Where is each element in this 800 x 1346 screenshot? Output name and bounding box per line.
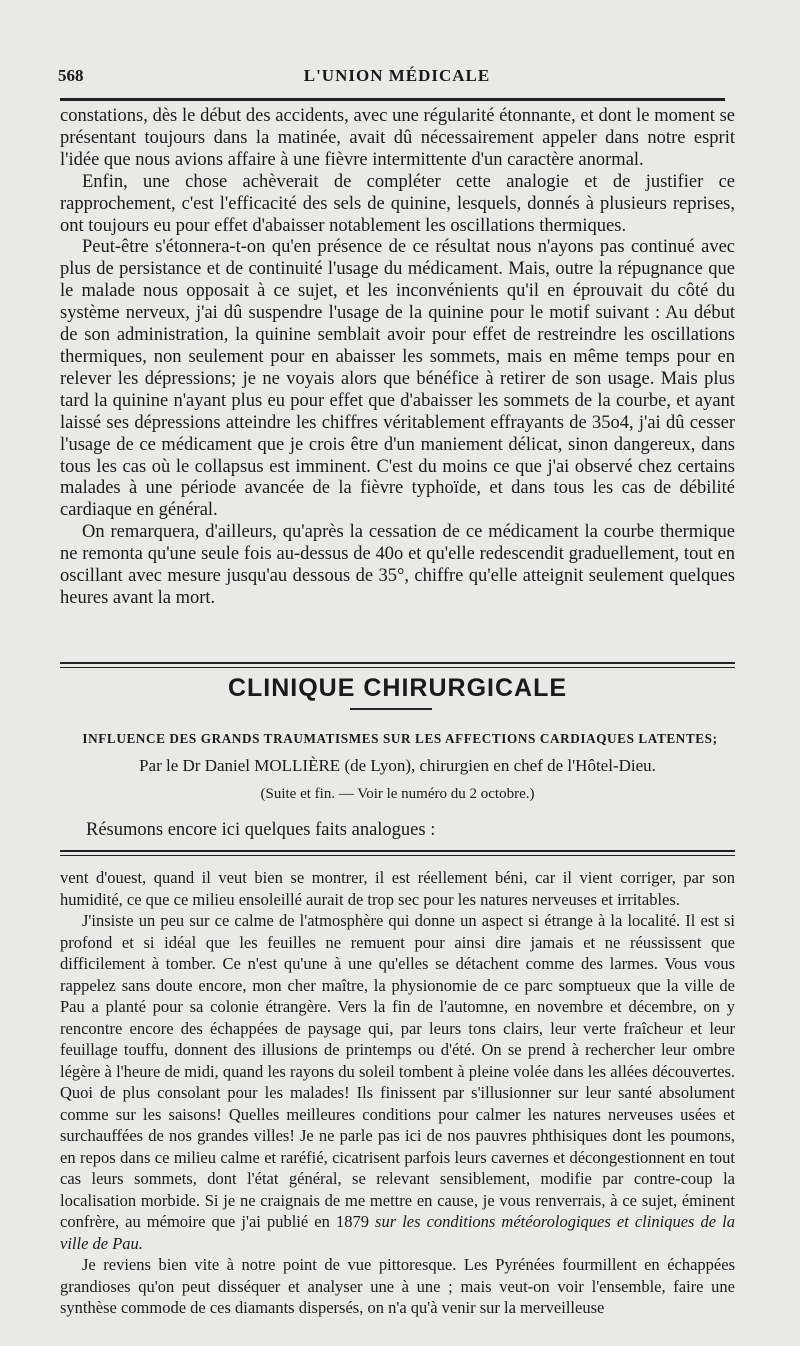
section-intro: Résumons encore ici quelques faits analogues : <box>86 820 436 840</box>
italic-title: sur les conditions météorologiques et cliniques de la ville de Pau. <box>60 1212 735 1253</box>
article-text <box>60 867 735 1319</box>
section-divider <box>60 662 735 668</box>
article-continuation <box>60 106 735 610</box>
paragraph: Je reviens bien vite à notre point de vue pittoresque. Les Pyrénées fourmillent en échappées grandioses qu'on peut disséquer et analyser une à une ; mais veut-on voir l'ensemble, faire une synthèse commode de ces diamants dispersés, on n'a qu'à venir sur la merveilleuse <box>60 1255 735 1317</box>
page-number: 568 <box>58 66 84 85</box>
page-header <box>58 62 736 94</box>
paragraph: Enfin, une chose achèverait de compléter cette analogie et de justifier ce rapprochement, c'est l'efficacité des sels de quinine, lesquels, donnés à plusieurs reprises, ont toujours eu pour effet d'abaisser notablement les oscillations thermiques. <box>60 171 735 236</box>
paragraph: On remarquera, d'ailleurs, qu'après la cessation de ce médicament la courbe thermique ne remonta qu'une seule fois au-dessus de 40o et qu'elle redescendit graduellement, tout en oscillant avec mesure jusqu'au dessous de 35°, chiffre qu'elle atteignit seulement quelques heures avant la mort. <box>60 522 735 608</box>
journal-title: L'UNION MÉDICALE <box>303 66 491 85</box>
paragraph-text: J'insiste un peu sur ce calme de l'atmosphère qui donne un aspect si étrange à la localité. Il est si profond et si idéal que les feuilles ne remuent pour ainsi dire jamais et ne réussissent que difficilement à tomber. Ce n'est qu'une à une qu'elles se détachent comme des larmes. Vous vous rappelez sans doute encore, mon cher maître, la physionomie de ce parc somptueux que la ville de Pau a planté pour sa colonie étrangère. Vers la fin de l'automne, en novembre et décembre, on y rencontre encore des échappées de paysage qui, par leurs tons clairs, leur verte fraîcheur et leur feuillage touffu, donnent des illusions de printemps ou d'été. On se prend à rechercher leur ombre légère à l'heure de midi, quand les rayons du soleil tombent à pleine volée dans les allées découvertes. Quoi de plus consolant pour les malades! Ils finissent par s'illusionner sur leur santé absolument comme sur les saisons! Quelles meilleures conditions pour calmer les natures nerveuses usées et surchauffées de nos grandes villes! Je ne parle pas ici de nos pauvres phthisiques dont les poumons, en repos dans ce milieu calme et raréfié, cicatrisent parfois leurs cavernes et décongestionnent en tout cas leurs sommets, dont l'état général, se relevant sensiblement, modifie par contre-coup la localisation morbide. Si je ne craignais de me mettre en cause, je vous renverrais, à ce sujet, éminent confrère, au mémoire que j'ai publié en 1879 <box>60 911 735 1231</box>
paragraph: vent d'ouest, quand il veut bien se montrer, il est réellement béni, car il vient corriger, par son humidité, ce que ce milieu ensoleillé aurait de trop sec pour les natures nerveuses et irritables. <box>60 868 735 909</box>
header-rule <box>60 98 725 101</box>
paragraph <box>60 910 735 1254</box>
section-divider <box>60 850 735 856</box>
section-title: CLINIQUE CHIRURGICALE <box>227 674 568 702</box>
article-title: INFLUENCE DES GRANDS TRAUMATISMES SUR LES AFFECTIONS CARDIAQUES LATENTES; <box>82 731 718 746</box>
paragraph: Peut-être s'étonnera-t-on qu'en présence de ce résultat nous n'ayons pas continué avec plus de persistance et de continuité l'usage du médicament. Mais, outre la répugnance que le malade nous opposait à ce sujet, et les inconvénients qu'il en éprouvait du côté du système nerveux, j'ai dû suspendre l'usage de la quinine pour le motif suivant : Au début de son administration, la quinine semblait avoir pour effet de restreindre les oscillations thermiques, non seulement pour en abaisser les sommets, mais en même temps pour en relever les dépressions; je ne voyais alors que bénéfice à retirer de son usage. Mais plus tard la quinine n'ayant plus eu pour effet que d'abaisser les sommets de la courbe, et ayant laissé ses dépressions atteindre les chiffres véritablement effrayants de 35o4, j'ai dû cesser l'usage de ce médicament que je crois être d'un maniement délicat, sinon dangereux, dans tous les cas où le collapsus est imminent. C'est du moins ce que j'ai observé chez certains malades à une période avancée de la fièvre typhoïde, et dans tous les cas de débilité cardiaque en général. <box>60 237 735 521</box>
author-line: Par le Dr Daniel MOLLIÈRE (de Lyon), chirurgien en chef de l'Hôtel-Dieu. <box>139 756 656 775</box>
continuation-note: (Suite et fin. — Voir le numéro du 2 octobre.) <box>260 786 535 802</box>
section-title-rule <box>350 708 432 710</box>
paragraph: constations, dès le début des accidents, avec une régularité étonnante, et dont le moment se présentant toujours dans la matinée, avait dû nécessairement appeler dans notre esprit l'idée que nous avions affaire à une fièvre intermittente d'un caractère anormal. <box>60 106 735 170</box>
